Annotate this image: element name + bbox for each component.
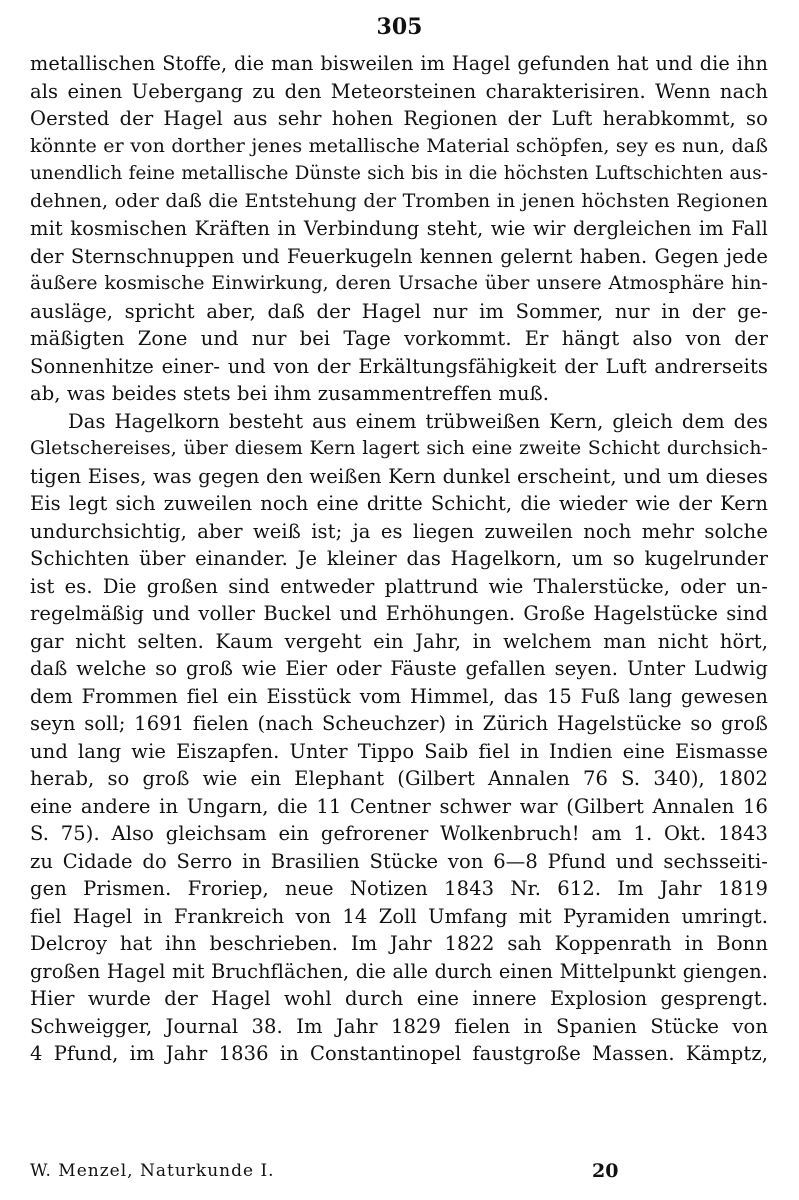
- printer-signature: W. Menzel, Naturkunde I.: [30, 1161, 275, 1181]
- text-line: äußere kosmische Einwirkung, deren Ursache über unsere Atmosphäre hin-: [30, 273, 768, 294]
- text-line: Delcroy hat ihn beschrieben. Im Jahr 1822 sah Koppenrath in Bonn: [30, 932, 768, 955]
- paragraph-2: [30, 408, 768, 1068]
- text-line: ist es. Die großen sind entweder plattrund wie Thalerstücke, oder un-: [30, 574, 768, 598]
- page-number: 305: [376, 14, 423, 40]
- text-line: mäßigten Zone und nur bei Tage vorkommt. Er hängt also von der: [30, 327, 768, 350]
- body-text: [30, 50, 768, 1068]
- text-line: seyn soll; 1691 fielen (nach Scheuchzer) in Zürich Hagelstücke so groß: [30, 712, 768, 735]
- text-line: zu Cidade do Serro in Brasilien Stücke von 6—8 Pfund und sechsseiti-: [30, 849, 768, 873]
- text-line: gen Prismen. Froriep, neue Notizen 1843 Nr. 612. Im Jahr 1819: [30, 877, 768, 900]
- text-line: der Sternschnuppen und Feuerkugeln kennen gelernt haben. Gegen jede: [30, 244, 768, 268]
- text-line: Sonnenhitze einer- und von der Erkältungsfähigkeit der Luft andrerseits: [30, 354, 768, 378]
- text-line: regelmäßig und voller Buckel und Erhöhungen. Große Hagelstücke sind: [30, 602, 768, 625]
- text-line: und lang wie Eiszapfen. Unter Tippo Saib fiel in Indien eine Eismasse: [30, 739, 768, 763]
- text-line: könnte er von dorther jenes metallische Material schöpfen, sey es nun, daß: [30, 134, 768, 157]
- text-line: eine andere in Ungarn, die 11 Centner schwer war (Gilbert Annalen 16: [30, 794, 768, 818]
- text-line: Eis legt sich zuweilen noch eine dritte Schicht, die wieder wie der Kern: [30, 492, 768, 515]
- paragraph-1: [30, 50, 768, 408]
- text-line: Gletschereises, über diesem Kern lagert sich eine zweite Schicht durchsich-: [30, 438, 768, 459]
- text-line: Schweigger, Journal 38. Im Jahr 1829 fielen in Spanien Stücke von: [30, 1014, 768, 1038]
- text-line: als einen Uebergang zu den Meteorsteinen charakterisiren. Wenn nach: [30, 79, 768, 103]
- page-footer: [30, 1157, 768, 1185]
- text-line: 4 Pfund, im Jahr 1836 in Constantinopel faustgroße Massen. Kämptz,: [30, 1042, 768, 1065]
- text-line: ab, was beides stets bei ihm zusammentreffen muß.: [30, 382, 550, 405]
- text-line: Das Hagelkorn besteht aus einem trübweißen Kern, gleich dem des: [68, 409, 768, 433]
- text-line: Oersted der Hagel aus sehr hohen Regionen der Luft herabkommt, so: [30, 107, 768, 130]
- text-line: dem Frommen fiel ein Eisstück vom Himmel, das 15 Fuß lang gewesen: [30, 684, 768, 708]
- text-line: Hier wurde der Hagel wohl durch eine innere Explosion gesprengt.: [30, 987, 768, 1010]
- text-line: undurchsichtig, aber weiß ist; ja es liegen zuweilen noch mehr solche: [30, 519, 768, 543]
- text-line: Schichten über einander. Je kleiner das Hagelkorn, um so kugelrunder: [30, 547, 768, 570]
- text-line: tigen Eises, was gegen den weißen Kern dunkel erscheint, und um dieses: [30, 464, 768, 488]
- text-line: gar nicht selten. Kaum vergeht ein Jahr, in welchem man nicht hört,: [30, 629, 768, 653]
- text-line: großen Hagel mit Bruchflächen, die alle durch einen Mittelpunkt giengen.: [30, 959, 768, 983]
- text-line: ausläge, spricht aber, daß der Hagel nur im Sommer, nur in der ge-: [30, 299, 768, 323]
- text-line: mit kosmischen Kräften in Verbindung steht, wie wir dergleichen im Fall: [30, 217, 768, 240]
- text-line: fiel Hagel in Frankreich von 14 Zoll Umfang mit Pyramiden umringt.: [30, 904, 768, 928]
- sheet-number: 20: [592, 1160, 619, 1182]
- text-line: metallischen Stoffe, die man bisweilen im Hagel gefunden hat und die ihn: [30, 52, 768, 75]
- text-line: S. 75). Also gleichsam ein gefrorener Wolkenbruch! am 1. Okt. 1843: [30, 822, 768, 845]
- text-line: unendlich feine metallische Dünste sich bis in die höchsten Luftschichten aus-: [30, 163, 768, 184]
- text-line: daß welche so groß wie Eier oder Fäuste gefallen seyen. Unter Ludwig: [30, 657, 768, 680]
- text-line: dehnen, oder daß die Entstehung der Tromben in jenen höchsten Regionen: [30, 189, 768, 212]
- text-line: herab, so groß wie ein Elephant (Gilbert Annalen 76 S. 340), 1802: [30, 767, 768, 790]
